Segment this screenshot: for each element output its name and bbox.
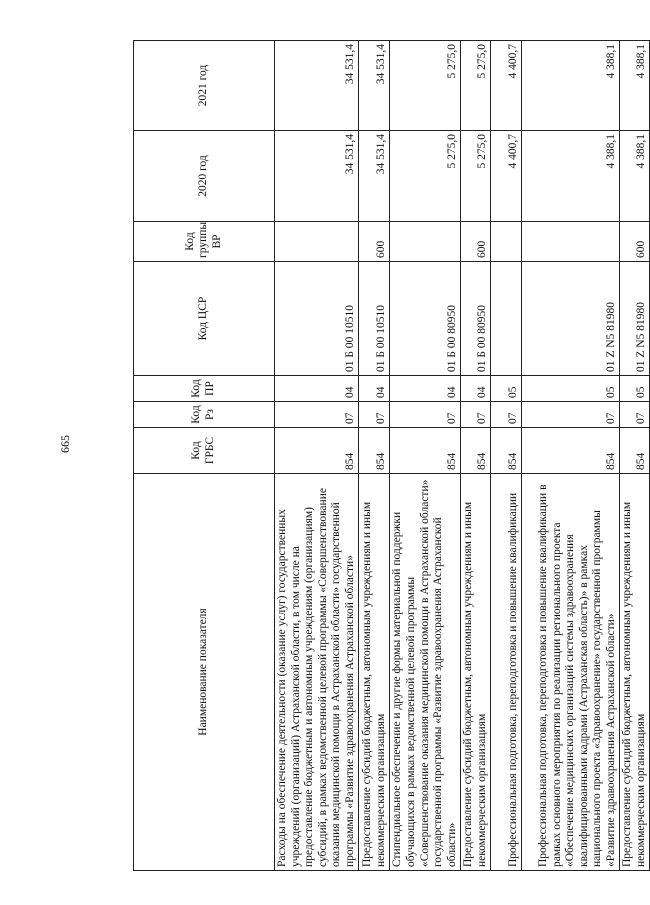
row-vr — [522, 222, 620, 262]
row-rz: 07 — [390, 402, 461, 428]
header-pr: Код ПР — [134, 376, 275, 402]
row-vr — [390, 222, 461, 262]
row-name: Расходы на обеспечение деятельности (оказание услуг) государственных учреждений (организаций) Астраханской области, в том числе на предоставление бюджетным и автономным учреждениям (организациям) субсидий, в рамках ведомственной целевой программы «Совершенствование оказания медицинской помощи в Астраханской области» государственной программы «Развитие здравоохранения Астраханской области» — [275, 474, 359, 871]
row-2020: 4 388,1 — [522, 131, 620, 222]
row-2021: 4 388,1 — [522, 41, 620, 131]
budget-table — [133, 40, 650, 871]
header-2020: 2020 год — [134, 131, 275, 222]
table-row — [390, 41, 461, 871]
header-csr: Код ЦСР — [134, 262, 275, 376]
row-name: Профессиональная подготовка, переподготовка и повышение квалификации — [491, 474, 522, 871]
row-2020: 34 531,4 — [275, 131, 359, 222]
row-grbs: 854 — [359, 428, 390, 474]
row-rz: 07 — [275, 402, 359, 428]
row-csr: 01 Б 00 10510 — [275, 262, 359, 376]
table-row — [275, 41, 359, 871]
row-grbs: 854 — [275, 428, 359, 474]
row-pr: 05 — [491, 376, 522, 402]
row-csr: 01 Z N5 81980 — [522, 262, 620, 376]
row-2021: 5 275,0 — [461, 41, 491, 131]
row-vr — [275, 222, 359, 262]
header-grbs: Код ГРБС — [134, 428, 275, 474]
row-csr: 01 Б 00 10510 — [359, 262, 390, 376]
row-rz: 07 — [461, 402, 491, 428]
row-2021: 4 400,7 — [491, 41, 522, 131]
row-2021: 5 275,0 — [390, 41, 461, 131]
row-name: Стипендиальное обеспечение и другие формы материальной поддержки обучающихся в рамках ведомственной целевой программы «Совершенствование оказания медицинской помощи в Астраханской области» государственной программы «Развитие здравоохранения Астраханской области» — [390, 474, 461, 871]
row-pr: 05 — [522, 376, 620, 402]
row-2020: 4 388,1 — [620, 131, 650, 222]
header-row — [134, 41, 275, 871]
row-name: Предоставление субсидий бюджетным, автономным учреждениям и иным некоммерческим организациям — [620, 474, 650, 871]
header-2021: 2021 год — [134, 41, 275, 131]
row-pr: 04 — [390, 376, 461, 402]
row-grbs: 854 — [620, 428, 650, 474]
row-rz: 07 — [522, 402, 620, 428]
row-csr: 01 Z N5 81980 — [620, 262, 650, 376]
row-rz: 07 — [620, 402, 650, 428]
row-name: Профессиональная подготовка, переподготовка и повышение квалификации в рамках основного мероприятия по реализации регионального проекта «Обеспечение медицинских организаций системы здравоохранения квалифицированными кадрами (Астраханская область)» в рамках национального проекта «Здравоохранение» государственной программы «Развитие здравоохранения Астраханской области» — [522, 474, 620, 871]
row-grbs: 854 — [461, 428, 491, 474]
table-row — [620, 41, 650, 871]
row-csr: 01 Б 00 80950 — [390, 262, 461, 376]
page-number: 665 — [58, 435, 72, 453]
header-vr: Код группы ВР — [134, 222, 275, 262]
row-csr: 01 Б 00 80950 — [461, 262, 491, 376]
row-csr — [491, 262, 522, 376]
row-name: Предоставление субсидий бюджетным, автономным учреждениям и иным некоммерческим организациям — [461, 474, 491, 871]
table-row — [491, 41, 522, 871]
row-pr: 04 — [461, 376, 491, 402]
table-row — [359, 41, 390, 871]
row-pr: 04 — [359, 376, 390, 402]
row-grbs: 854 — [390, 428, 461, 474]
header-rz: Код Рз — [134, 402, 275, 428]
row-pr: 05 — [620, 376, 650, 402]
row-name: Предоставление субсидий бюджетным, автономным учреждениям и иным некоммерческим организациям — [359, 474, 390, 871]
row-2020: 4 400,7 — [491, 131, 522, 222]
budget-table-sheet — [133, 41, 647, 871]
row-2021: 34 531,4 — [275, 41, 359, 131]
row-rz: 07 — [359, 402, 390, 428]
row-vr: 600 — [461, 222, 491, 262]
row-2021: 4 388,1 — [620, 41, 650, 131]
row-2020: 5 275,0 — [390, 131, 461, 222]
row-vr: 600 — [359, 222, 390, 262]
row-pr: 04 — [275, 376, 359, 402]
row-vr — [491, 222, 522, 262]
row-2021: 34 531,4 — [359, 41, 390, 131]
table-row — [461, 41, 491, 871]
row-grbs: 854 — [491, 428, 522, 474]
table-row — [522, 41, 620, 871]
row-rz: 07 — [491, 402, 522, 428]
header-name: Наименование показателя — [134, 474, 275, 871]
row-grbs: 854 — [522, 428, 620, 474]
row-2020: 34 531,4 — [359, 131, 390, 222]
row-vr: 600 — [620, 222, 650, 262]
row-2020: 5 275,0 — [461, 131, 491, 222]
